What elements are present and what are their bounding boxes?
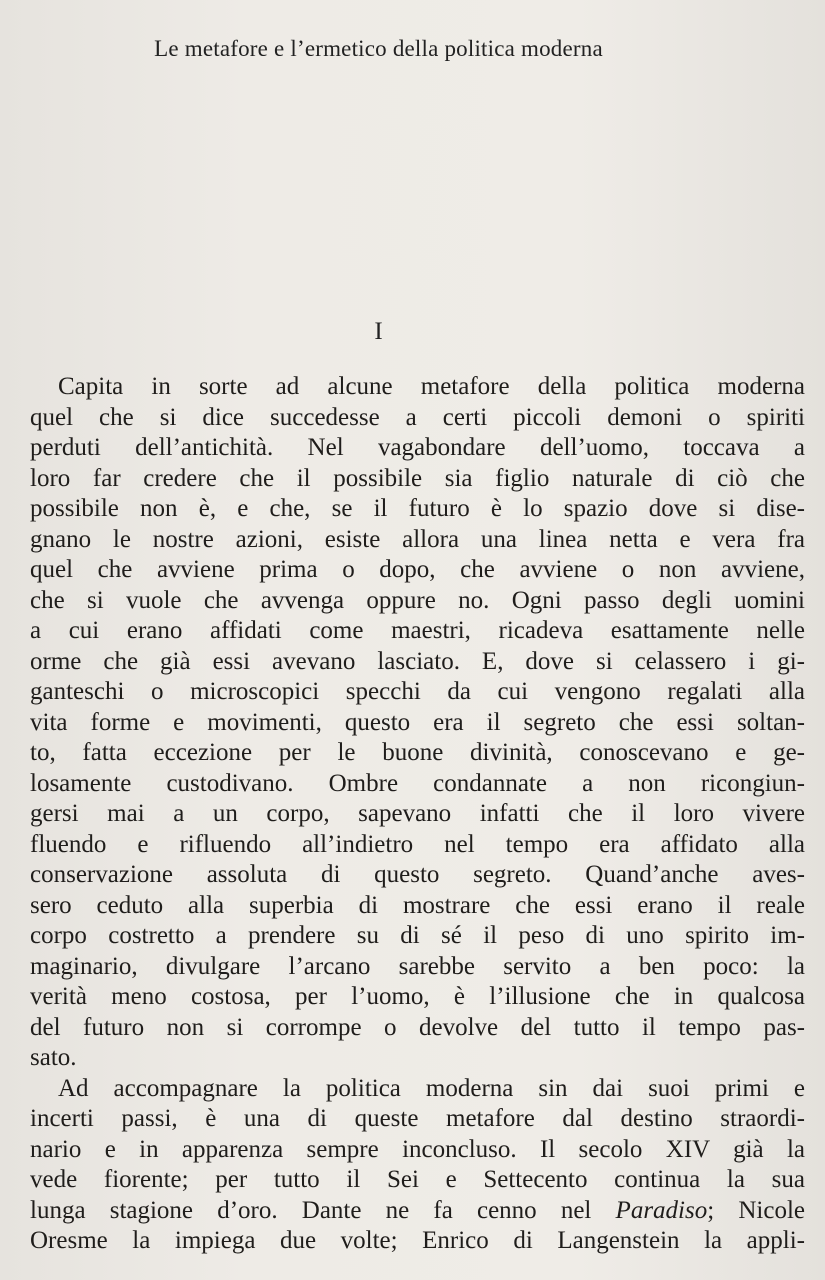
text-line: losamente custodivano. Ombre condannate a non ricongiun- (30, 769, 805, 797)
text-line: gersi mai a un corpo, sapevano infatti che il loro vivere (30, 800, 805, 827)
text-line: incerti passi, è una di queste metafore dal destino straordi- (30, 1105, 805, 1132)
text-line: ganteschi o microscopici specchi da cui vengono regalati alla (30, 678, 805, 705)
text-line: del futuro non si corrompe o devolve del tutto il tempo pas- (30, 1013, 805, 1041)
text-line: loro far credere che il possibile sia figlio naturale di ciò che (30, 464, 805, 492)
text-line: Oresme la impiega due volte; Enrico di Langenstein la appli- (30, 1227, 805, 1254)
text-line-with-italic (30, 1196, 805, 1227)
text-line: verità meno costosa, per l’uomo, è l’illusione che in qualcosa (30, 983, 805, 1010)
text-line: vita forme e movimenti, questo era il segreto che essi soltan- (30, 708, 805, 736)
text-segment: lunga stagione d’oro. Dante ne fa cenno nel (30, 1196, 616, 1224)
text-line: orme che già essi avevano lasciato. E, dove si celassero i gi- (30, 647, 805, 675)
text-line: nario e in apparenza sempre inconcluso. Il secolo XIV già la (30, 1135, 805, 1163)
text-line: quel che avviene prima o dopo, che avviene o non avviene, (30, 556, 805, 583)
body-text (30, 372, 805, 1257)
text-line: perduti dell’antichità. Nel vagabondare dell’uomo, toccava a (30, 434, 805, 461)
text-line: sero ceduto alla superbia di mostrare che essi erano il reale (30, 891, 805, 919)
text-line: gnano le nostre azioni, esiste allora una linea netta e vera fra (30, 525, 805, 553)
text-line: che si vuole che avvenga oppure no. Ogni passo degli uomini (30, 586, 805, 614)
text-line: maginario, divulgare l’arcano sarebbe servito a ben poco: la (30, 952, 805, 980)
text-line: possibile non è, e che, se il futuro è lo spazio dove si dise- (30, 495, 805, 522)
text-line: quel che si dice succedesse a certi piccoli demoni o spiriti (30, 403, 805, 431)
text-line: Capita in sorte ad alcune metafore della politica moderna (58, 373, 805, 400)
italic-title: Paradiso (615, 1196, 708, 1224)
text-line: vede fiorente; per tutto il Sei e Settecento continua la sua (30, 1166, 805, 1193)
text-line: fluendo e rifluendo all’indietro nel tempo era affidato alla (30, 830, 805, 858)
running-head: Le metafore e l’ermetico della politica moderna (154, 36, 603, 61)
text-line: sato. (30, 1044, 77, 1071)
text-segment: ; Nicole (707, 1196, 805, 1224)
text-line: a cui erano affidati come maestri, ricadeva esattamente nelle (30, 617, 805, 644)
text-line: conservazione assoluta di questo segreto. Quand’anche aves- (30, 861, 805, 888)
text-line: to, fatta eccezione per le buone divinità, conoscevano e ge- (30, 739, 805, 766)
section-number: I (374, 318, 383, 345)
text-line: Ad accompagnare la politica moderna sin dai suoi primi e (58, 1074, 805, 1102)
text-line: corpo costretto a prendere su di sé il peso di uno spirito im- (30, 922, 805, 949)
